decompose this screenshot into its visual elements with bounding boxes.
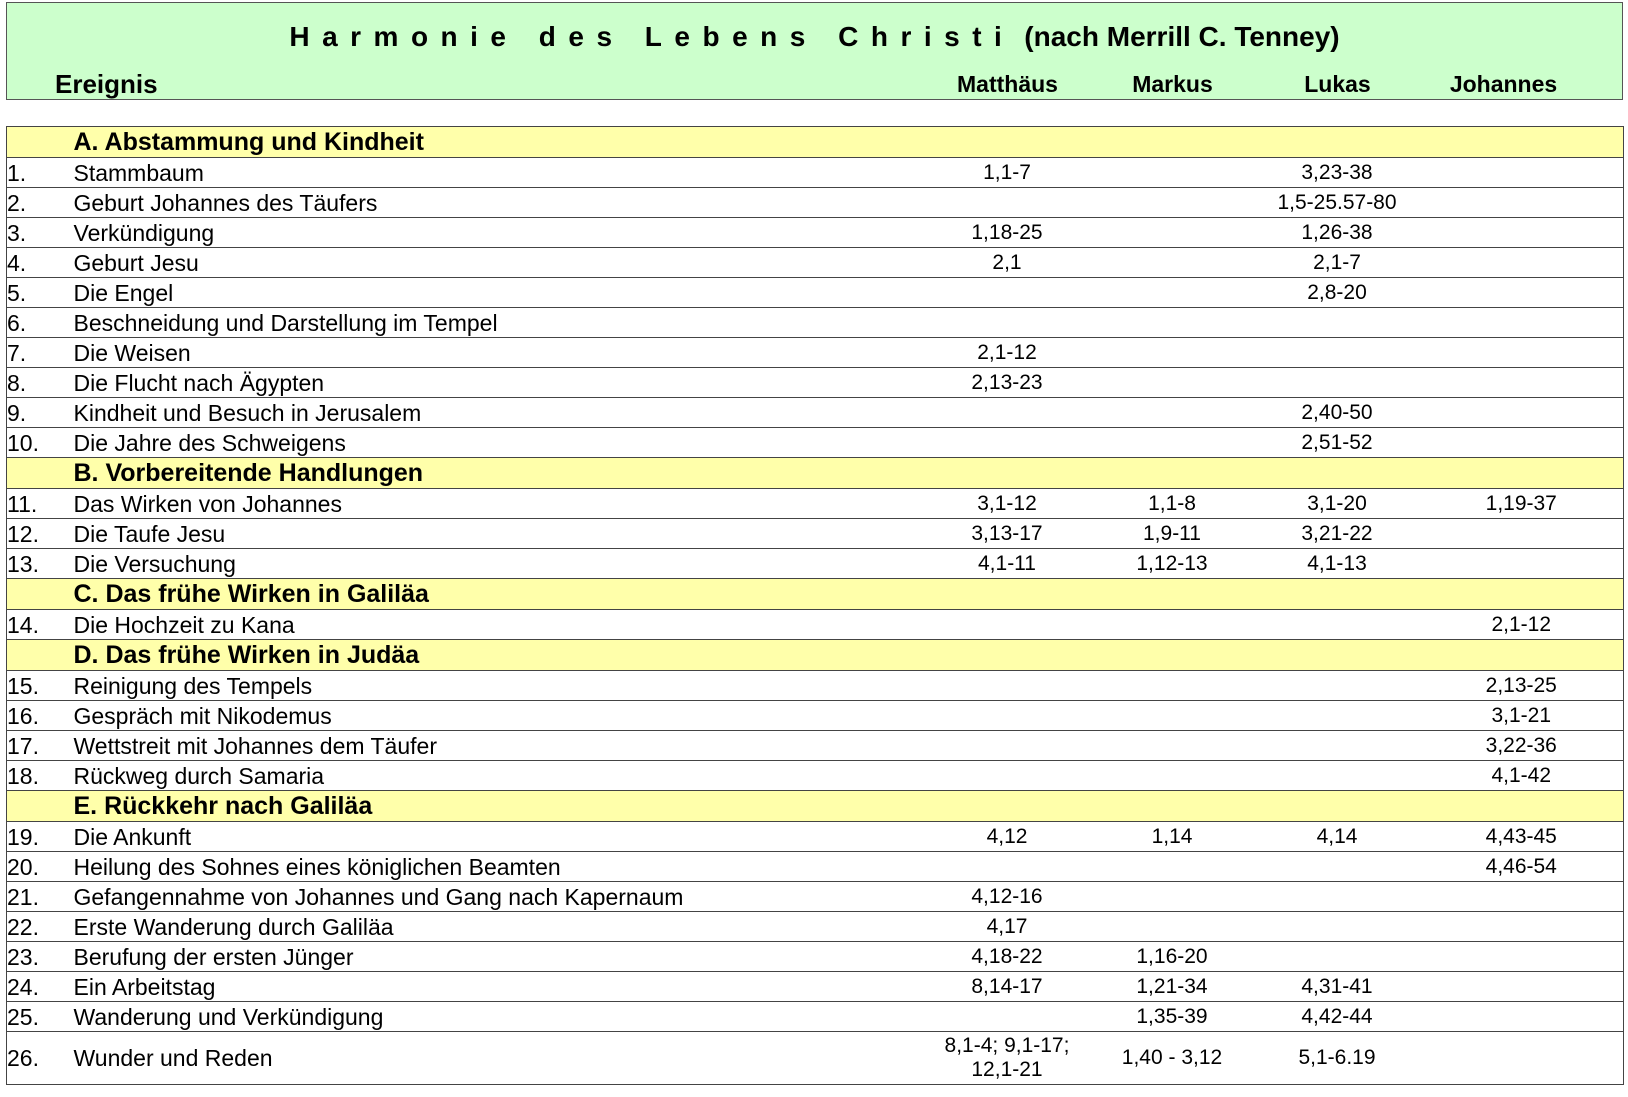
reference-matthew: 4,17 — [925, 912, 1090, 942]
row-number: 1. — [7, 158, 74, 188]
row-number: 18. — [7, 761, 74, 791]
row-number: 7. — [7, 338, 74, 368]
reference-mark — [1090, 428, 1255, 458]
reference-matthew — [925, 731, 1090, 761]
reference-matthew — [925, 398, 1090, 428]
section-title: C. Das frühe Wirken in Galiläa — [74, 579, 1624, 610]
reference-matthew: 3,13-17 — [925, 519, 1090, 549]
table-row — [7, 248, 1624, 278]
reference-luke: 4,42-44 — [1255, 1002, 1420, 1032]
reference-mark — [1090, 338, 1255, 368]
row-number: 17. — [7, 731, 74, 761]
reference-mark — [1090, 671, 1255, 701]
reference-john — [1420, 368, 1624, 398]
reference-mark: 1,14 — [1090, 822, 1255, 852]
title-main: Harmonie des Lebens Christi — [289, 21, 1015, 52]
table-row — [7, 761, 1624, 791]
reference-luke — [1255, 338, 1420, 368]
reference-matthew: 4,1-11 — [925, 549, 1090, 579]
reference-matthew — [925, 278, 1090, 308]
table-row — [7, 398, 1624, 428]
table-row — [7, 610, 1624, 640]
event-name: Die Ankunft — [74, 822, 925, 852]
reference-luke: 4,1-13 — [1255, 549, 1420, 579]
reference-luke: 3,21-22 — [1255, 519, 1420, 549]
reference-matthew — [925, 701, 1090, 731]
table-row — [7, 972, 1624, 1002]
reference-matthew — [925, 188, 1090, 218]
section-header-spacer — [7, 579, 74, 610]
table-row — [7, 549, 1624, 579]
reference-mark — [1090, 278, 1255, 308]
section-title: A. Abstammung und Kindheit — [74, 127, 1624, 158]
reference-luke: 2,8-20 — [1255, 278, 1420, 308]
section-header-row — [7, 458, 1624, 489]
reference-matthew: 2,13-23 — [925, 368, 1090, 398]
reference-john — [1420, 188, 1624, 218]
section-header-row — [7, 127, 1624, 158]
reference-luke — [1255, 731, 1420, 761]
reference-luke — [1255, 308, 1420, 338]
event-name: Rückweg durch Samaria — [74, 761, 925, 791]
reference-john — [1420, 308, 1624, 338]
reference-luke: 2,40-50 — [1255, 398, 1420, 428]
reference-luke: 1,26-38 — [1255, 218, 1420, 248]
reference-luke — [1255, 942, 1420, 972]
reference-luke: 3,23-38 — [1255, 158, 1420, 188]
event-name: Geburt Jesu — [74, 248, 925, 278]
reference-mark: 1,35-39 — [1090, 1002, 1255, 1032]
reference-luke: 5,1-6.19 — [1255, 1032, 1420, 1085]
event-name: Heilung des Sohnes eines königlichen Beamten — [74, 852, 925, 882]
table-row — [7, 308, 1624, 338]
event-name: Wanderung und Verkündigung — [74, 1002, 925, 1032]
reference-mark: 1,9-11 — [1090, 519, 1255, 549]
reference-john: 3,1-21 — [1420, 701, 1624, 731]
row-number: 25. — [7, 1002, 74, 1032]
event-name: Das Wirken von Johannes — [74, 489, 925, 519]
table-row — [7, 158, 1624, 188]
table-row — [7, 338, 1624, 368]
reference-luke — [1255, 701, 1420, 731]
reference-luke — [1255, 761, 1420, 791]
reference-mark — [1090, 852, 1255, 882]
event-name: Berufung der ersten Jünger — [74, 942, 925, 972]
section-title: D. Das frühe Wirken in Judäa — [74, 640, 1624, 671]
row-number: 24. — [7, 972, 74, 1002]
column-header-matthew: Matthäus — [957, 71, 1058, 97]
row-number: 16. — [7, 701, 74, 731]
reference-mark — [1090, 912, 1255, 942]
reference-luke — [1255, 852, 1420, 882]
reference-luke — [1255, 671, 1420, 701]
reference-john: 4,1-42 — [1420, 761, 1624, 791]
reference-john — [1420, 248, 1624, 278]
table-row — [7, 1002, 1624, 1032]
section-header-row — [7, 579, 1624, 610]
table-row — [7, 218, 1624, 248]
section-header-spacer — [7, 458, 74, 489]
reference-john: 1,19-37 — [1420, 489, 1624, 519]
reference-mark — [1090, 218, 1255, 248]
reference-john: 4,46-54 — [1420, 852, 1624, 882]
reference-matthew: 1,1-7 — [925, 158, 1090, 188]
table-row — [7, 701, 1624, 731]
reference-matthew — [925, 308, 1090, 338]
reference-john — [1420, 942, 1624, 972]
section-header-row — [7, 640, 1624, 671]
reference-matthew: 4,12-16 — [925, 882, 1090, 912]
event-name: Die Engel — [74, 278, 925, 308]
reference-matthew — [925, 761, 1090, 791]
table-row — [7, 188, 1624, 218]
reference-john — [1420, 338, 1624, 368]
event-name: Wettstreit mit Johannes dem Täufer — [74, 731, 925, 761]
table-row — [7, 731, 1624, 761]
reference-matthew: 3,1-12 — [925, 489, 1090, 519]
reference-matthew — [925, 671, 1090, 701]
reference-john — [1420, 1032, 1624, 1085]
reference-matthew: 2,1-12 — [925, 338, 1090, 368]
reference-matthew — [925, 852, 1090, 882]
event-name: Stammbaum — [74, 158, 925, 188]
reference-mark — [1090, 731, 1255, 761]
row-number: 14. — [7, 610, 74, 640]
row-number: 22. — [7, 912, 74, 942]
event-name: Gefangennahme von Johannes und Gang nach Kapernaum — [74, 882, 925, 912]
event-name: Die Versuchung — [74, 549, 925, 579]
row-number: 19. — [7, 822, 74, 852]
table-row — [7, 1032, 1624, 1085]
table-row — [7, 912, 1624, 942]
row-number: 8. — [7, 368, 74, 398]
reference-john — [1420, 278, 1624, 308]
reference-john — [1420, 218, 1624, 248]
event-name: Beschneidung und Darstellung im Tempel — [74, 308, 925, 338]
reference-luke — [1255, 882, 1420, 912]
reference-mark — [1090, 368, 1255, 398]
section-title: B. Vorbereitende Handlungen — [74, 458, 1624, 489]
reference-john: 2,13-25 — [1420, 671, 1624, 701]
table-header-box — [6, 2, 1623, 100]
reference-matthew: 4,18-22 — [925, 942, 1090, 972]
row-number: 12. — [7, 519, 74, 549]
table-row — [7, 942, 1624, 972]
reference-john — [1420, 882, 1624, 912]
event-name: Reinigung des Tempels — [74, 671, 925, 701]
event-name: Kindheit und Besuch in Jerusalem — [74, 398, 925, 428]
reference-john — [1420, 519, 1624, 549]
table-row — [7, 882, 1624, 912]
reference-mark — [1090, 701, 1255, 731]
reference-john — [1420, 972, 1624, 1002]
table-row — [7, 428, 1624, 458]
event-name: Verkündigung — [74, 218, 925, 248]
reference-matthew: 8,14-17 — [925, 972, 1090, 1002]
event-name: Wunder und Reden — [74, 1032, 925, 1085]
event-name: Die Taufe Jesu — [74, 519, 925, 549]
table-row — [7, 519, 1624, 549]
reference-john — [1420, 398, 1624, 428]
title-suffix: (nach Merrill C. Tenney) — [1024, 21, 1340, 52]
column-header-luke: Lukas — [1304, 71, 1371, 97]
page-title — [7, 21, 1622, 53]
reference-john — [1420, 912, 1624, 942]
reference-mark: 1,1-8 — [1090, 489, 1255, 519]
harmony-table — [6, 126, 1624, 1085]
reference-mark: 1,12-13 — [1090, 549, 1255, 579]
event-name: Die Hochzeit zu Kana — [74, 610, 925, 640]
reference-mark — [1090, 398, 1255, 428]
reference-john: 2,1-12 — [1420, 610, 1624, 640]
row-number: 21. — [7, 882, 74, 912]
row-number: 2. — [7, 188, 74, 218]
table-row — [7, 278, 1624, 308]
table-row — [7, 822, 1624, 852]
reference-matthew — [925, 428, 1090, 458]
table-row — [7, 671, 1624, 701]
row-number: 6. — [7, 308, 74, 338]
reference-mark — [1090, 882, 1255, 912]
reference-john: 4,43-45 — [1420, 822, 1624, 852]
row-number: 13. — [7, 549, 74, 579]
reference-mark: 1,21-34 — [1090, 972, 1255, 1002]
row-number: 9. — [7, 398, 74, 428]
row-number: 4. — [7, 248, 74, 278]
reference-matthew — [925, 610, 1090, 640]
event-name: Geburt Johannes des Täufers — [74, 188, 925, 218]
section-title: E. Rückkehr nach Galiläa — [74, 791, 1624, 822]
row-number: 26. — [7, 1032, 74, 1085]
reference-matthew: 2,1 — [925, 248, 1090, 278]
reference-john — [1420, 549, 1624, 579]
reference-luke — [1255, 912, 1420, 942]
reference-john — [1420, 1002, 1624, 1032]
reference-matthew — [925, 1002, 1090, 1032]
row-number: 10. — [7, 428, 74, 458]
event-name: Erste Wanderung durch Galiläa — [74, 912, 925, 942]
harmony-table-body — [7, 127, 1624, 1085]
reference-mark: 1,16-20 — [1090, 942, 1255, 972]
section-header-row — [7, 791, 1624, 822]
reference-luke: 2,51-52 — [1255, 428, 1420, 458]
reference-luke: 3,1-20 — [1255, 489, 1420, 519]
event-name: Die Flucht nach Ägypten — [74, 368, 925, 398]
reference-john — [1420, 158, 1624, 188]
event-name: Ein Arbeitstag — [74, 972, 925, 1002]
row-number: 3. — [7, 218, 74, 248]
section-header-spacer — [7, 791, 74, 822]
row-number: 5. — [7, 278, 74, 308]
reference-john — [1420, 428, 1624, 458]
section-header-spacer — [7, 127, 74, 158]
reference-mark — [1090, 761, 1255, 791]
section-header-spacer — [7, 640, 74, 671]
row-number: 15. — [7, 671, 74, 701]
reference-mark — [1090, 158, 1255, 188]
row-number: 11. — [7, 489, 74, 519]
reference-luke — [1255, 610, 1420, 640]
reference-luke: 1,5-25.57-80 — [1255, 188, 1420, 218]
event-name: Die Weisen — [74, 338, 925, 368]
row-number: 20. — [7, 852, 74, 882]
reference-matthew: 4,12 — [925, 822, 1090, 852]
event-name: Die Jahre des Schweigens — [74, 428, 925, 458]
reference-john: 3,22-36 — [1420, 731, 1624, 761]
reference-matthew: 1,18-25 — [925, 218, 1090, 248]
reference-luke: 2,1-7 — [1255, 248, 1420, 278]
table-row — [7, 489, 1624, 519]
reference-mark — [1090, 188, 1255, 218]
reference-mark — [1090, 248, 1255, 278]
reference-luke — [1255, 368, 1420, 398]
column-header-john: Johannes — [1449, 71, 1558, 97]
reference-mark: 1,40 - 3,12 — [1090, 1032, 1255, 1085]
column-header-mark: Markus — [1132, 71, 1213, 97]
reference-luke: 4,14 — [1255, 822, 1420, 852]
reference-mark — [1090, 610, 1255, 640]
row-number: 23. — [7, 942, 74, 972]
column-header-event: Ereignis — [55, 69, 158, 99]
reference-mark — [1090, 308, 1255, 338]
reference-luke: 4,31-41 — [1255, 972, 1420, 1002]
table-row — [7, 368, 1624, 398]
event-name: Gespräch mit Nikodemus — [74, 701, 925, 731]
table-row — [7, 852, 1624, 882]
reference-matthew: 8,1-4; 9,1-17; 12,1-21 — [925, 1032, 1090, 1085]
